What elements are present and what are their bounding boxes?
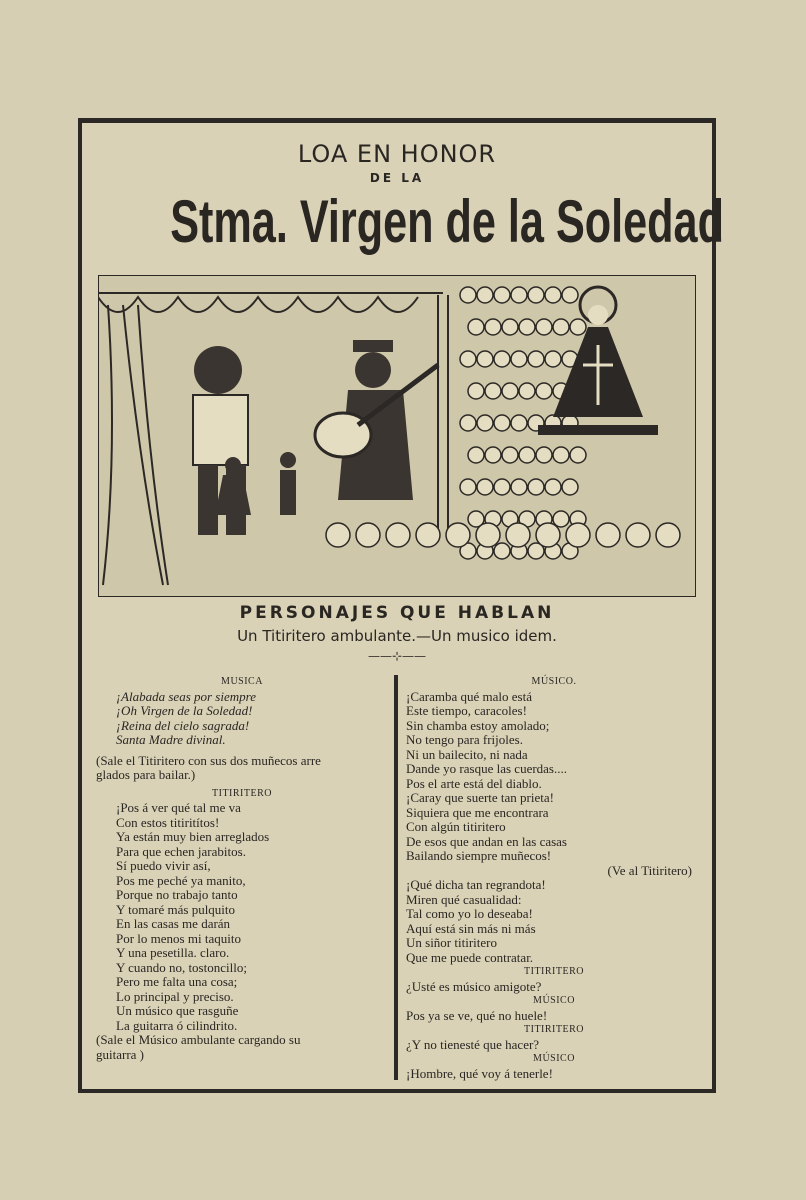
crowd-face bbox=[476, 523, 500, 547]
crowd-face bbox=[485, 447, 501, 463]
verse-line: Santa Madre divinal. bbox=[116, 732, 226, 747]
crowd-face bbox=[536, 523, 560, 547]
speaker-label: TITIRITERO bbox=[524, 1024, 584, 1035]
crowd-face bbox=[519, 447, 535, 463]
verse-line: ¿Y no tienesté que hacer? bbox=[406, 1036, 540, 1052]
verse-line: Pos el arte está del diablo. bbox=[406, 775, 542, 791]
verse-line: Pos me peché ya manito, bbox=[116, 872, 246, 888]
header-line1: LOA EN HONOR bbox=[297, 140, 497, 168]
verse-line: ¡Reina del cielo sagrada! bbox=[116, 717, 250, 733]
verse-line: ¡Caray que suerte tan prieta! bbox=[406, 790, 554, 805]
crowd-face bbox=[545, 351, 561, 367]
verse-line: Lo principal y preciso. bbox=[116, 988, 234, 1004]
verse-line: No tengo para frijoles. bbox=[406, 732, 523, 747]
crowd-face bbox=[477, 287, 493, 303]
verse-line: ¡Oh Virgen de la Soledad! bbox=[116, 703, 253, 718]
verse-line: ¡Pos á ver qué tal me va bbox=[116, 800, 241, 815]
characters-heading: PERSONAJES QUE HABLAN bbox=[239, 603, 555, 623]
crowd-face bbox=[511, 479, 527, 495]
verse-line: Sí puedo vivir así, bbox=[116, 858, 211, 873]
crowd-face bbox=[477, 351, 493, 367]
verse-line: Por lo menos mi taquito bbox=[116, 930, 241, 946]
crowd-face bbox=[570, 447, 586, 463]
crowd-face bbox=[566, 523, 590, 547]
crowd-face bbox=[494, 415, 510, 431]
characters-subtitle: Un Titiritero ambulante.—Un musico idem. bbox=[237, 627, 557, 645]
crowd-face bbox=[460, 415, 476, 431]
crowd-face bbox=[468, 447, 484, 463]
verse-line: Con estos titiritítos! bbox=[116, 814, 220, 830]
crowd-face bbox=[460, 287, 476, 303]
crowd-face bbox=[502, 383, 518, 399]
crowd-face bbox=[477, 479, 493, 495]
crowd-face bbox=[528, 351, 544, 367]
verse-line: ¿Usté es músico amigote? bbox=[406, 978, 542, 994]
verse-line: Ni un bailecito, ni nada bbox=[406, 746, 528, 762]
crowd-face bbox=[468, 319, 484, 335]
header-line2: DE LA bbox=[369, 171, 425, 185]
crowd-face bbox=[528, 287, 544, 303]
verse-line: Este tiempo, caracoles! bbox=[406, 703, 527, 718]
crowd-face bbox=[460, 479, 476, 495]
stage-direction: (Ve al Titiritero) bbox=[607, 862, 692, 878]
verse-line: Pero me falta una cosa; bbox=[116, 974, 238, 989]
crowd-face bbox=[494, 543, 510, 559]
crowd-face bbox=[506, 523, 530, 547]
verse-line: ¡Qué dicha tan regrandota! bbox=[406, 877, 546, 892]
crowd-face bbox=[519, 319, 535, 335]
crowd-face bbox=[494, 287, 510, 303]
verse-line: Dande yo rasque las cuerdas.... bbox=[406, 761, 567, 776]
crowd-face bbox=[494, 479, 510, 495]
crowd-face bbox=[656, 523, 680, 547]
speaker-label: MÚSICO. bbox=[531, 676, 577, 687]
verse-line: Para que echen jarabitos. bbox=[116, 843, 246, 859]
verse-line: Con algún titiritero bbox=[406, 819, 506, 834]
crowd-face bbox=[485, 383, 501, 399]
crowd-face bbox=[553, 319, 569, 335]
speaker-label: MUSICA bbox=[221, 676, 263, 687]
left-column bbox=[96, 675, 388, 1062]
crowd-face bbox=[519, 383, 535, 399]
crowd-face bbox=[528, 479, 544, 495]
crowd-face bbox=[536, 447, 552, 463]
stage-direction: (Sale el Titiritero con sus dos muñecos arre bbox=[96, 752, 321, 768]
right-column bbox=[406, 675, 702, 1081]
speaker-label: MÚSICO bbox=[533, 995, 575, 1006]
verse-line: Ya están muy bien arreglados bbox=[116, 829, 270, 844]
crowd-face bbox=[468, 383, 484, 399]
speaker-label: TITIRITERO bbox=[524, 966, 584, 977]
crowd-face bbox=[570, 319, 586, 335]
verse-line: Y tomaré más pulquito bbox=[116, 901, 236, 917]
crowd-face bbox=[596, 523, 620, 547]
stage-direction: guitarra ) bbox=[96, 1046, 145, 1062]
crowd-face bbox=[502, 447, 518, 463]
verse-line: Aquí está sin más ni más bbox=[406, 920, 536, 936]
speaker-label: MÚSICO bbox=[533, 1053, 575, 1064]
crowd-face bbox=[511, 287, 527, 303]
verse-line: Siquiera que me encontrara bbox=[406, 804, 549, 820]
crowd-face bbox=[460, 351, 476, 367]
crowd-face bbox=[326, 523, 350, 547]
verse-line: Bailando siempre muñecos! bbox=[406, 848, 552, 863]
woodcut-illustration bbox=[98, 275, 696, 597]
crowd-face bbox=[536, 383, 552, 399]
verse-line: Pos ya se ve, qué no huele! bbox=[406, 1007, 548, 1023]
crowd-face bbox=[416, 523, 440, 547]
crowd-face bbox=[485, 319, 501, 335]
verse-line: Que me puede contratar. bbox=[406, 949, 534, 965]
verse-line: La guitarra ó cilindrito. bbox=[116, 1017, 238, 1033]
crowd-face bbox=[502, 319, 518, 335]
stage-direction: (Sale el Músico ambulante cargando su bbox=[96, 1032, 301, 1047]
crowd-face bbox=[446, 523, 470, 547]
crowd-face bbox=[562, 479, 578, 495]
verse-line: De esos que andan en las casas bbox=[406, 833, 567, 849]
verse-line: Un siñor titiritero bbox=[406, 935, 497, 950]
ornament-divider: ——⊹—— bbox=[367, 649, 427, 663]
crowd-face bbox=[536, 319, 552, 335]
column-divider bbox=[394, 675, 398, 1080]
crowd-face bbox=[626, 523, 650, 547]
verse-line: Miren qué casualidad: bbox=[406, 891, 522, 907]
verse-line: Y una pesetilla. claro. bbox=[116, 945, 230, 960]
verse-line: ¡Hombre, qué voy á tenerle! bbox=[406, 1065, 553, 1081]
verse-line: En las casas me darán bbox=[116, 916, 231, 931]
verse-line: Un músico que rasguñe bbox=[116, 1003, 239, 1018]
crowd-face bbox=[562, 287, 578, 303]
page-title: Stma. Virgen de la Soledad bbox=[170, 188, 724, 255]
crowd-face bbox=[494, 351, 510, 367]
verse-line: ¡Caramba qué malo está bbox=[406, 688, 532, 704]
verse-line: Porque no trabajo tanto bbox=[116, 887, 238, 902]
verse-line: Y cuando no, tostoncillo; bbox=[116, 959, 247, 975]
broadside-sheet bbox=[78, 118, 724, 1093]
crowd-face bbox=[511, 415, 527, 431]
crowd-face bbox=[477, 415, 493, 431]
stage-direction: glados para bailar.) bbox=[96, 767, 196, 782]
crowd-face bbox=[356, 523, 380, 547]
crowd-face bbox=[553, 447, 569, 463]
verse-line: Sin chamba estoy amolado; bbox=[406, 717, 550, 733]
verse-line: ¡Alabada seas por siempre bbox=[116, 688, 256, 704]
crowd-face bbox=[511, 351, 527, 367]
verse-line: Tal como yo lo deseaba! bbox=[406, 906, 533, 921]
crowd-face bbox=[545, 479, 561, 495]
speaker-label: TITIRITERO bbox=[212, 787, 272, 799]
crowd-face bbox=[545, 287, 561, 303]
crowd-face bbox=[553, 511, 569, 527]
crowd-face bbox=[386, 523, 410, 547]
